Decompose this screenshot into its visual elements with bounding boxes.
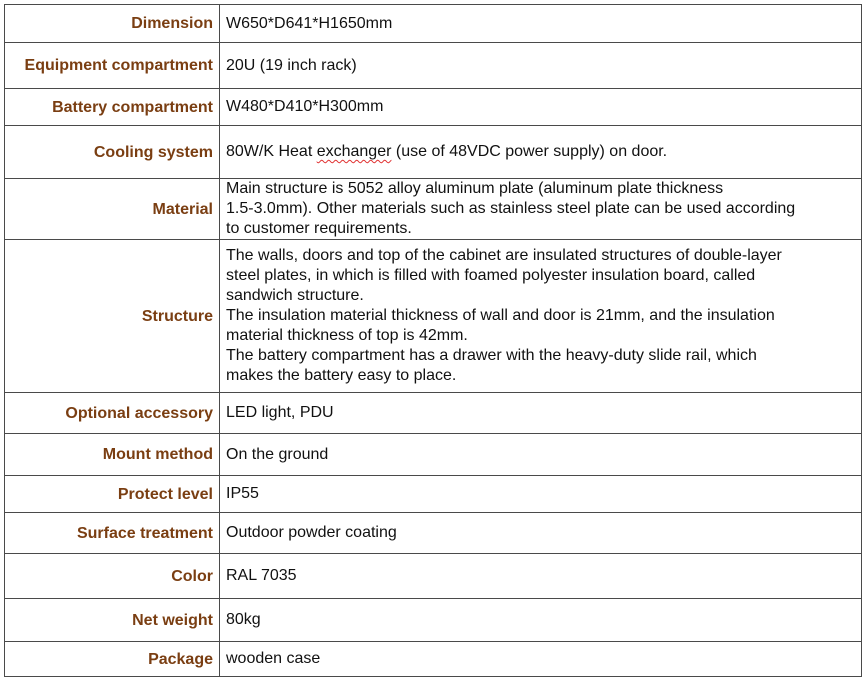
structure-line-2: steel plates, in which is filled with foamed polyester insulation board, called bbox=[226, 267, 756, 284]
table-row bbox=[5, 89, 862, 126]
row-label-material: Material bbox=[5, 179, 220, 240]
structure-line-4: The insulation material thickness of wall and door is 21mm, and the insulation bbox=[226, 307, 775, 324]
row-label-battery-compartment: Battery compartment bbox=[5, 89, 220, 126]
row-label-net-weight: Net weight bbox=[5, 599, 220, 642]
row-value-mount-method: On the ground bbox=[220, 434, 862, 476]
table-row bbox=[5, 179, 862, 240]
row-value-structure bbox=[220, 240, 862, 393]
row-value-color: RAL 7035 bbox=[220, 554, 862, 599]
material-line-1: Main structure is 5052 alloy aluminum plate (aluminum plate thickness bbox=[226, 180, 724, 197]
table-row bbox=[5, 476, 862, 513]
row-label-structure: Structure bbox=[5, 240, 220, 393]
material-line-3: to customer requirements. bbox=[226, 220, 412, 237]
row-value-dimension: W650*D641*H1650mm bbox=[220, 5, 862, 43]
row-value-protect-level: IP55 bbox=[220, 476, 862, 513]
table-row bbox=[5, 599, 862, 642]
row-label-color: Color bbox=[5, 554, 220, 599]
row-label-dimension: Dimension bbox=[5, 5, 220, 43]
row-label-package: Package bbox=[5, 642, 220, 677]
structure-line-6: The battery compartment has a drawer with the heavy-duty slide rail, which bbox=[226, 347, 757, 364]
row-value-surface-treatment: Outdoor powder coating bbox=[220, 513, 862, 554]
row-value-equipment-compartment: 20U (19 inch rack) bbox=[220, 43, 862, 89]
table-row bbox=[5, 240, 862, 393]
row-value-cooling-system bbox=[220, 126, 862, 179]
row-value-net-weight: 80kg bbox=[220, 599, 862, 642]
structure-line-3: sandwich structure. bbox=[226, 287, 364, 304]
table-row bbox=[5, 43, 862, 89]
row-label-optional-accessory: Optional accessory bbox=[5, 393, 220, 434]
table-row bbox=[5, 5, 862, 43]
row-label-surface-treatment: Surface treatment bbox=[5, 513, 220, 554]
row-value-package: wooden case bbox=[220, 642, 862, 677]
cooling-text-pre: 80W/K Heat bbox=[226, 143, 317, 160]
row-label-protect-level: Protect level bbox=[5, 476, 220, 513]
row-label-mount-method: Mount method bbox=[5, 434, 220, 476]
table-row bbox=[5, 393, 862, 434]
table-row bbox=[5, 126, 862, 179]
structure-line-7: makes the battery easy to place. bbox=[226, 367, 457, 384]
spellcheck-flagged-word: exchanger bbox=[316, 143, 392, 160]
structure-line-1: The walls, doors and top of the cabinet are insulated structures of double-layer bbox=[226, 247, 782, 264]
row-value-battery-compartment: W480*D410*H300mm bbox=[220, 89, 862, 126]
row-value-material bbox=[220, 179, 862, 240]
structure-line-5: material thickness of top is 42mm. bbox=[226, 327, 468, 344]
spec-table bbox=[4, 4, 862, 677]
row-label-cooling-system: Cooling system bbox=[5, 126, 220, 179]
row-value-optional-accessory: LED light, PDU bbox=[220, 393, 862, 434]
cooling-text-post: (use of 48VDC power supply) on door. bbox=[391, 143, 668, 160]
row-label-equipment-compartment: Equipment compartment bbox=[5, 43, 220, 89]
table-row bbox=[5, 513, 862, 554]
table-row bbox=[5, 642, 862, 677]
table-row bbox=[5, 554, 862, 599]
table-row bbox=[5, 434, 862, 476]
material-line-2: 1.5-3.0mm). Other materials such as stainless steel plate can be used according bbox=[226, 200, 796, 217]
